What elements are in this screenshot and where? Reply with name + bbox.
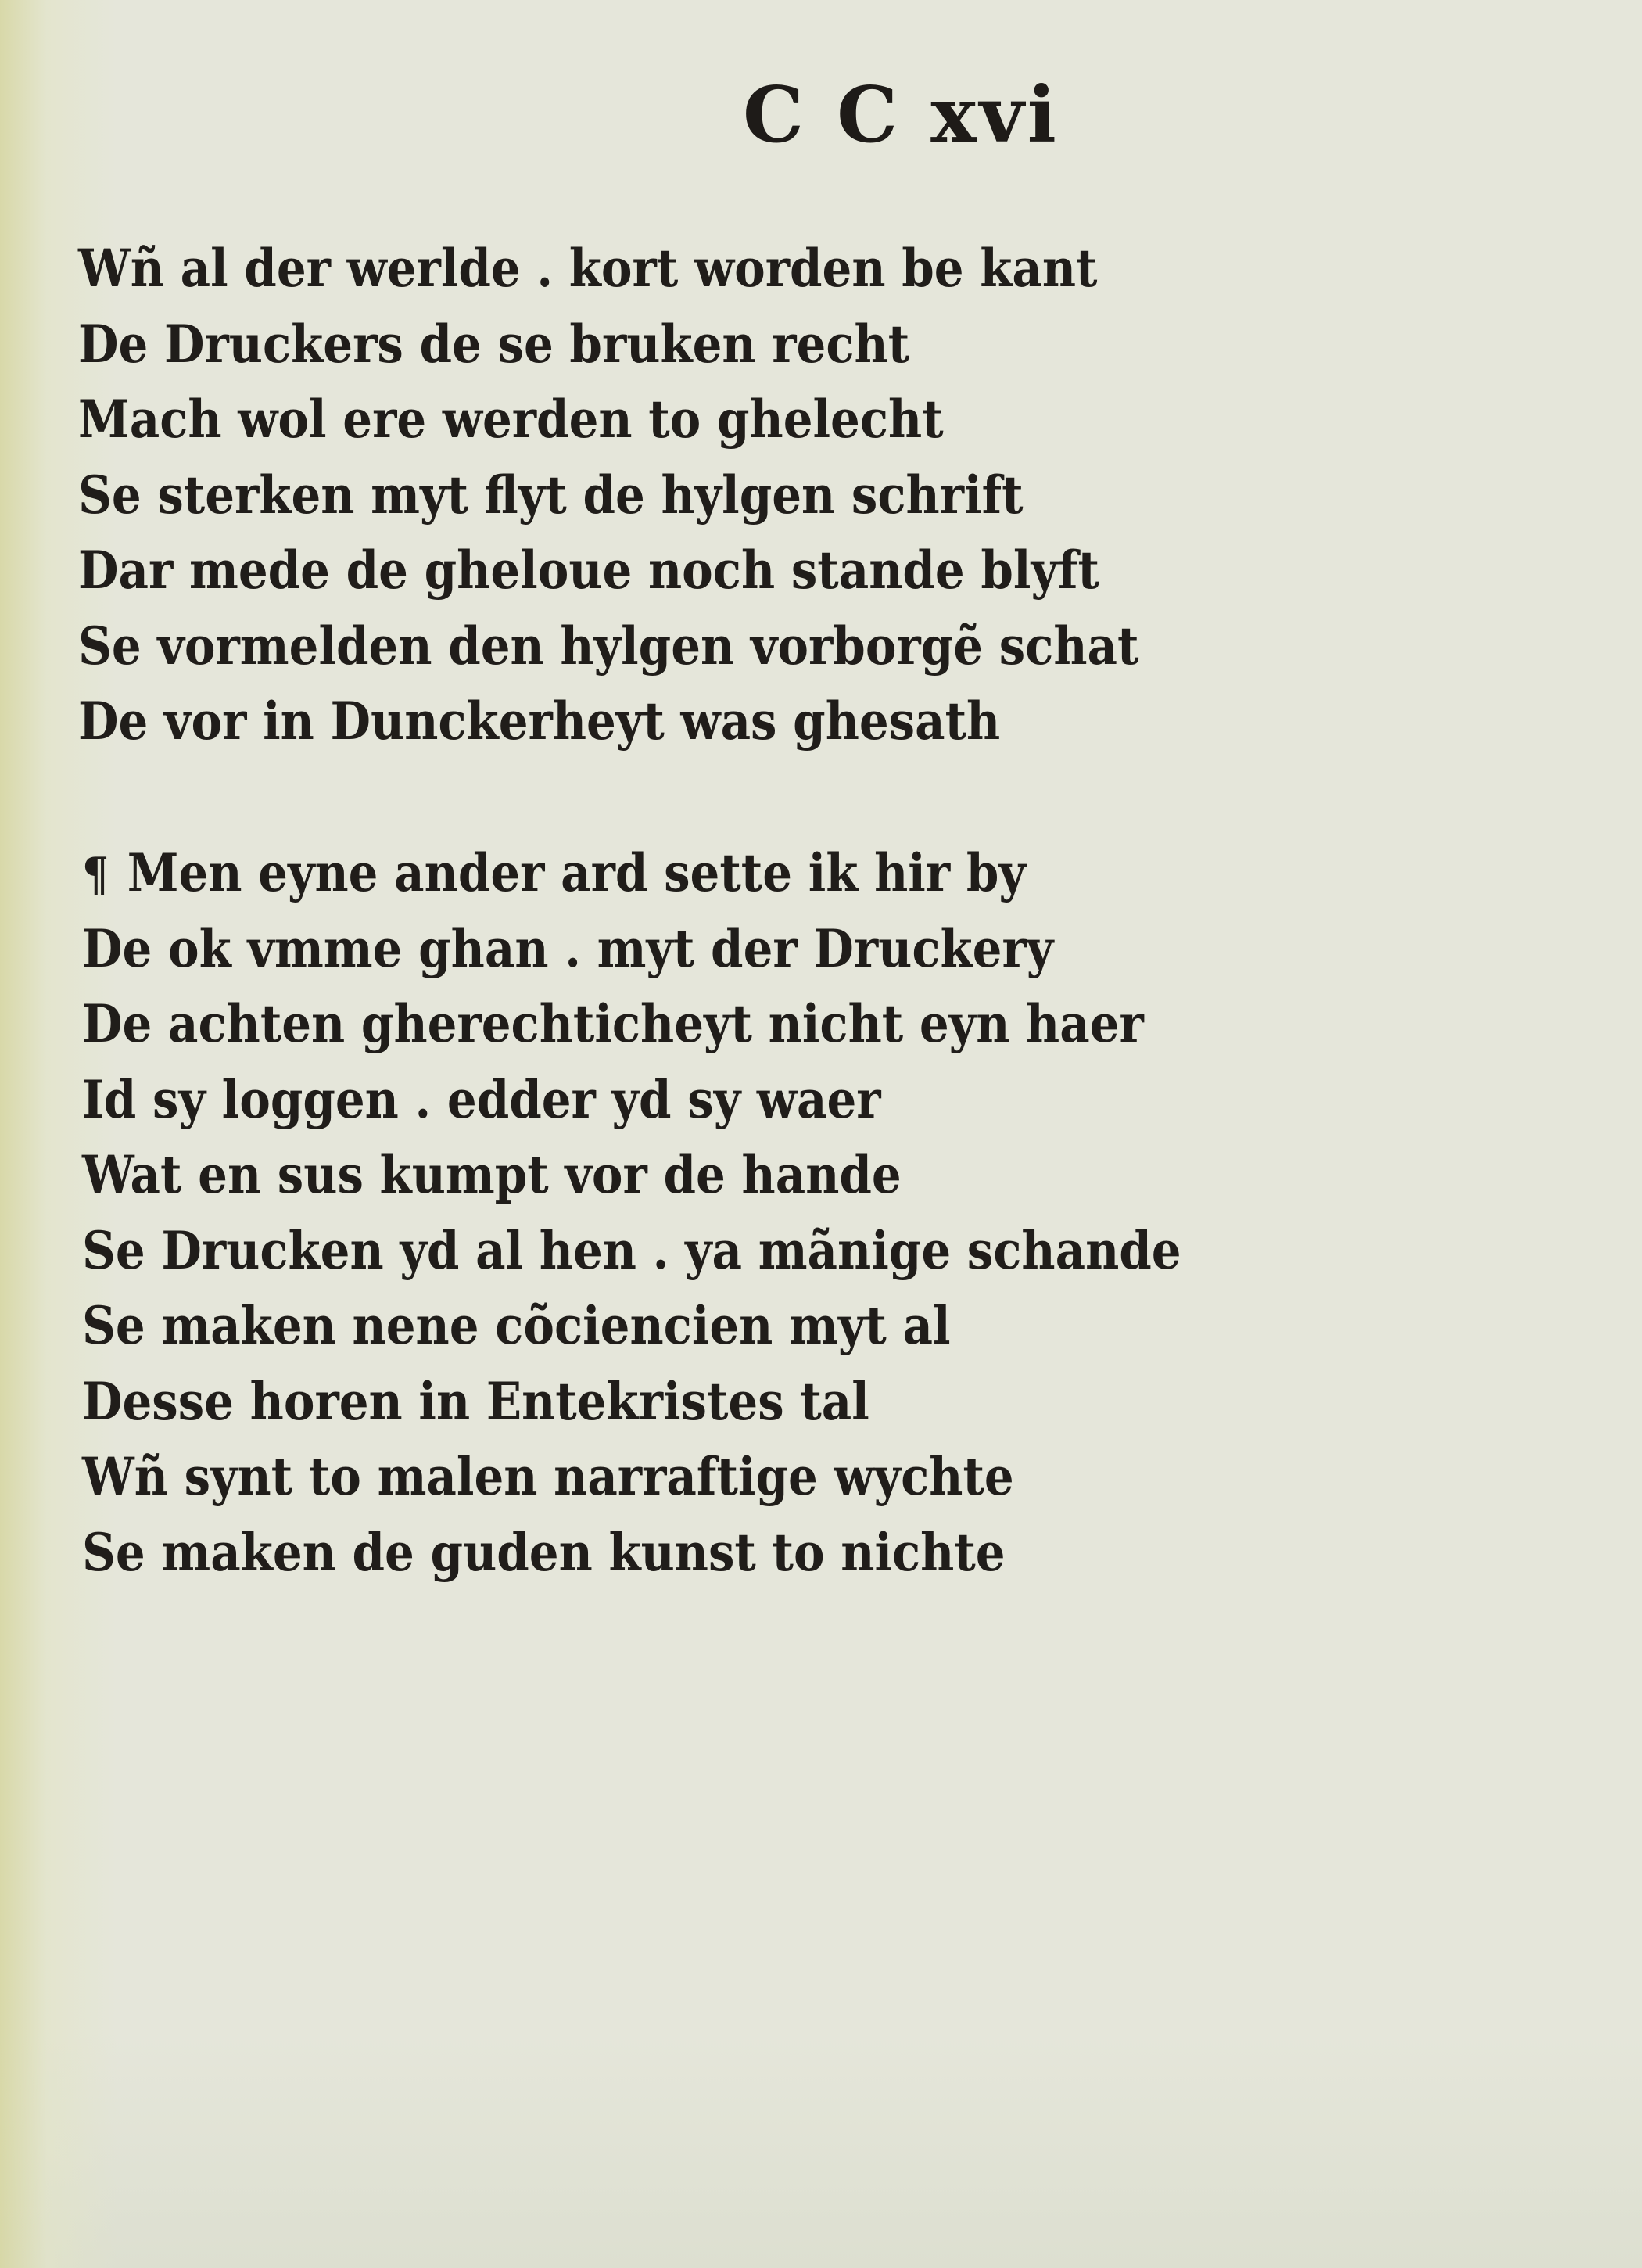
verse-line: De vor in Dunckerheyt was ghesath (78, 691, 1001, 752)
verse-line: Desse horen in Entekristes tal (82, 1370, 869, 1432)
stanza-2 (82, 835, 1303, 1590)
verse-line: Se maken de guden kunst to nichte (82, 1521, 1006, 1583)
verse-line: Wñ synt to malen narraftige wychte (82, 1446, 1014, 1507)
pilcrow-mark: ¶ (82, 848, 109, 903)
verse-line: Se maken nene cõciencien myt al (82, 1295, 951, 1356)
verse-line: Se sterken myt flyt de hylgen schrift (78, 464, 1024, 526)
verse-line: Wat en sus kumpt vor de hande (82, 1144, 902, 1205)
folio-number: C C xvi (743, 70, 1059, 160)
verse-line: Dar mede de gheloue noch stande blyft (78, 540, 1099, 601)
stanza-1 (78, 231, 1257, 759)
verse-line: Mach wol ere werden to ghelecht (78, 389, 944, 450)
verse-line: Se vormelden den hylgen vorborgẽ schat (78, 615, 1139, 676)
verse-line: Se Drucken yd al hen . ya mãnige schande (82, 1219, 1181, 1281)
verse-line-text: Men eyne ander ard sette ik hir by (127, 842, 1026, 903)
verse-line-first (82, 835, 1181, 911)
verse-line: De ok vmme ghan . myt der Druckery (82, 917, 1054, 979)
verse-line: De achten gherechticheyt nicht eyn haer (82, 993, 1144, 1054)
verse-line: Wñ al der werlde . kort worden be kant (78, 238, 1098, 299)
verse-line: Id sy loggen . edder yd sy waer (82, 1068, 881, 1130)
verse-line: De Druckers de se bruken recht (78, 313, 910, 375)
